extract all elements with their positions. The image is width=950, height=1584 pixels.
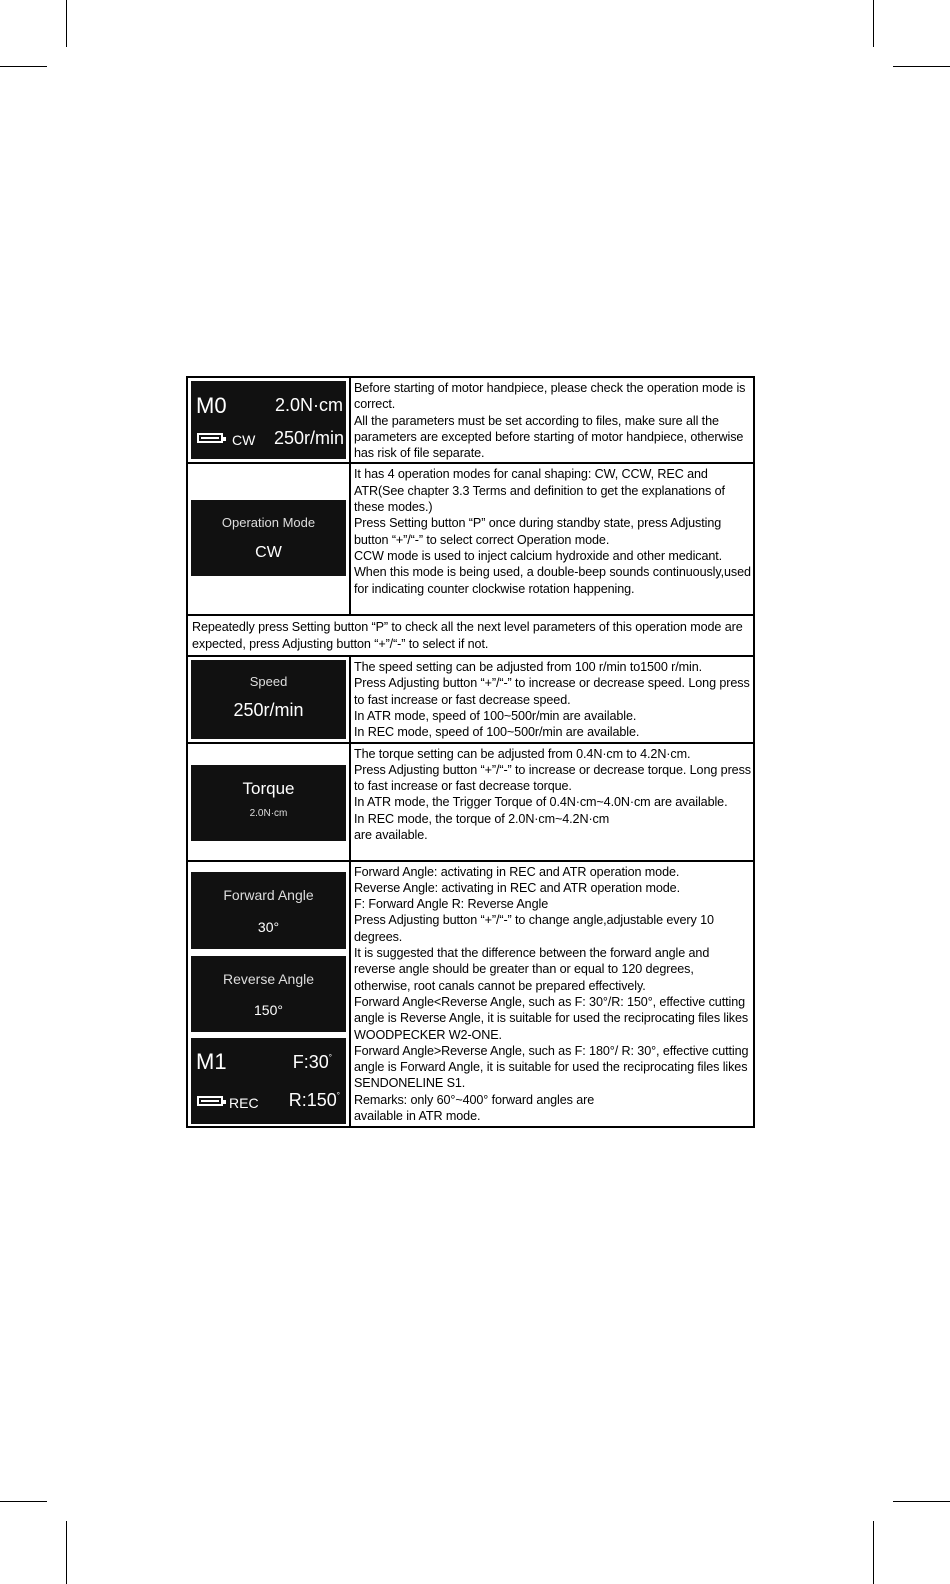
- reverse-angle-display: [191, 956, 346, 1032]
- angle-text-3: F: Forward Angle R: Reverse Angle: [354, 897, 549, 912]
- full-text: Repeatedly press Setting button “P” to check all the next level parameters of this operation mode are expected, press Adjusting button “+”/“-” to select if not.: [192, 620, 743, 651]
- torque-text-3: In ATR mode, the Trigger Torque of 0.4N·cm~4.0N·cm are available.: [354, 795, 728, 810]
- program-label: M0: [196, 393, 227, 418]
- table-row-full: [187, 615, 754, 656]
- m1-program-label: M1: [196, 1048, 227, 1074]
- crop-mark-top-left-horizontal: [0, 66, 47, 67]
- mode-text-1: It has 4 operation modes for canal shaping: CW, CCW, REC and ATR(See chapter 3.3 Terms and definition to get the explanations of these modes.): [354, 467, 725, 515]
- torque-screen-title: Torque: [242, 778, 295, 798]
- crop-mark-top-right-horizontal: [893, 66, 950, 67]
- torque-text-1: The torque setting can be adjusted from 0.4N·cm to 4.2N·cm.: [354, 746, 691, 761]
- crop-mark-bottom-left-horizontal: [0, 1501, 47, 1502]
- table-row-home: [187, 377, 754, 463]
- torque-text-4: In REC mode, the torque of 2.0N·cm~4.2N·cm: [354, 811, 610, 826]
- home-text-1: Before starting of motor handpiece, please check the operation mode is correct.: [354, 381, 746, 412]
- torque-text-5: are available.: [354, 828, 428, 843]
- speed-readout: 250r/min: [273, 428, 344, 448]
- mode-text-2: Press Setting button “P” once during standby state, press Adjusting button “+”/“-” to select correct Operation mode.: [354, 516, 722, 547]
- home-screen-cell: [187, 377, 350, 463]
- mode-screen-display: [191, 500, 346, 576]
- m1-mode-label: REC: [229, 1094, 259, 1111]
- direction-label: CW: [232, 432, 256, 448]
- mode-text-3: CCW mode is used to inject calcium hydroxide and other medicant. When this mode is being used, a double-beep sounds continuously,used for indicating counter clockwise rotation happening.: [354, 548, 751, 596]
- table-row-mode: [187, 463, 754, 615]
- mode-description: [350, 463, 754, 615]
- angle-text-4: Press Adjusting button “+”/“-” to change angle,adjustable every 10 degrees.: [354, 913, 714, 944]
- m1-forward-value: F:30: [292, 1051, 329, 1072]
- m1-reverse-readout: [289, 1090, 340, 1111]
- forward-angle-value: 30°: [257, 918, 280, 935]
- home-screen-display: [191, 381, 346, 459]
- m1-screen-display: [191, 1038, 346, 1124]
- mode-screen-cell: [187, 463, 350, 615]
- speed-screen-display: [191, 660, 346, 738]
- home-description: [350, 377, 754, 463]
- torque-readout: 2.0N·cm: [274, 395, 343, 415]
- angle-text-2: Reverse Angle: activating in REC and ATR operation mode.: [354, 880, 680, 895]
- speed-screen-cell: [187, 656, 350, 742]
- reverse-angle-title: Reverse Angle: [222, 970, 315, 987]
- degree-mark-icon: °: [328, 1052, 332, 1062]
- speed-description: [350, 656, 754, 742]
- crop-mark-top-left-vertical: [66, 0, 67, 47]
- full-description: [187, 615, 754, 656]
- angle-screen-cell: [187, 861, 350, 1127]
- mode-screen-title: Operation Mode: [221, 515, 316, 531]
- forward-angle-display: [191, 872, 346, 949]
- angle-text-1: Forward Angle: activating in REC and ATR operation mode.: [354, 864, 680, 879]
- angle-text-6: Forward Angle<Reverse Angle, such as F: 30°/R: 150°, effective cutting angle is Reverse Angle, it is suitable for used the reciprocating files likes WOODPECKER W2-ONE.: [354, 994, 749, 1042]
- speed-screen-title: Speed: [249, 674, 288, 690]
- battery-icon: [197, 433, 223, 443]
- angle-text-5: It is suggested that the difference between the forward angle and reverse angle should be greater than or equal to 120 degrees, otherwise, root canals cannot be prepared effectively.: [354, 946, 710, 993]
- speed-text-4: In REC mode, speed of 100~500r/min are available.: [354, 725, 640, 740]
- mode-screen-value: CW: [255, 544, 282, 562]
- crop-mark-top-right-vertical: [873, 0, 874, 47]
- torque-text-2: Press Adjusting button “+”/“-” to increase or decrease torque. Long press to fast increase or fast decrease torque.: [354, 762, 751, 794]
- table-row-speed: [187, 656, 754, 742]
- home-text-2: All the parameters must be set according to files, make sure all the parameters are excepted before starting of motor handpiece, otherwise has risk of file separate.: [354, 413, 744, 461]
- m1-forward-readout: [293, 1052, 332, 1073]
- speed-screen-value: 250r/min: [233, 700, 304, 721]
- table-row-torque: [187, 743, 754, 861]
- torque-screen-cell: [187, 743, 350, 861]
- reverse-angle-value: 150°: [254, 1001, 283, 1018]
- torque-screen-value: 2.0N·cm: [249, 807, 288, 819]
- forward-angle-title: Forward Angle: [223, 886, 314, 903]
- angle-description: [350, 861, 754, 1127]
- torque-description: [350, 743, 754, 861]
- m1-battery-icon: [197, 1096, 223, 1106]
- torque-screen-display: [191, 765, 346, 841]
- speed-text-3: In ATR mode, speed of 100~500r/min are available.: [354, 708, 637, 723]
- m1-reverse-value: R:150: [288, 1089, 337, 1110]
- speed-text-1: The speed setting can be adjusted from 100 r/min to1500 r/min.: [354, 660, 703, 675]
- table-row-angle: [187, 861, 754, 1127]
- crop-mark-bottom-left-vertical: [66, 1521, 67, 1584]
- crop-mark-bottom-right-vertical: [873, 1521, 874, 1584]
- speed-text-2: Press Adjusting button “+”/“-” to increase or decrease speed. Long press to fast increase or fast decrease speed.: [354, 676, 750, 707]
- angle-text-8: Remarks: only 60°~400° forward angles are: [354, 1092, 595, 1107]
- crop-mark-bottom-right-horizontal: [893, 1501, 950, 1502]
- angle-text-9: available in ATR mode.: [354, 1109, 481, 1124]
- operation-table: [186, 376, 755, 1128]
- degree-mark-icon: °: [336, 1090, 340, 1100]
- angle-text-7: Forward Angle>Reverse Angle, such as F: 180°/ R: 30°, effective cutting angle is Forward Angle, it is suitable for used the reciprocating files likes SENDONELINE S1.: [354, 1043, 749, 1091]
